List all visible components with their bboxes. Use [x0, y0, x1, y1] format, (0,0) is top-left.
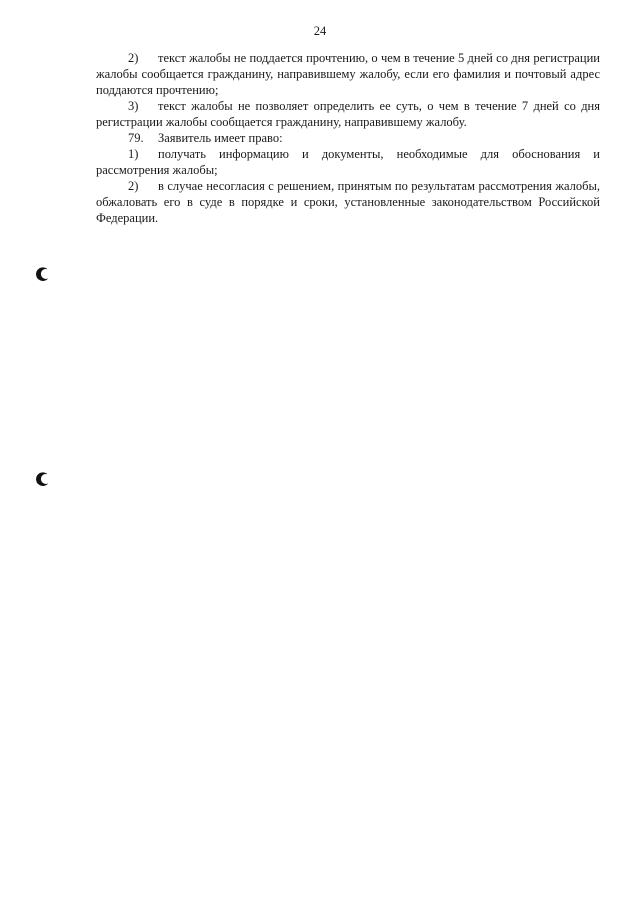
list-item-2-unreadable [96, 50, 600, 98]
list-item-number: 2) [128, 51, 139, 65]
document-body [96, 50, 600, 226]
list-item-text: получать информацию и документы, необходимые для обоснования и рассмотрения жалобы; [96, 147, 600, 177]
list-item-text: текст жалобы не поддается прочтению, о чем в течение 5 дней со дня регистрации жалобы сообщается гражданину, направившему жалобу, если его фамилия и почтовый адрес поддаются прочтению; [96, 51, 600, 97]
clause-text: Заявитель имеет право: [158, 131, 283, 145]
list-item-number: 3) [128, 99, 139, 113]
list-item-number: 1) [128, 147, 139, 161]
list-item-number: 2) [128, 179, 139, 193]
page-number: 24 [313, 24, 327, 38]
punch-hole-icon [34, 470, 52, 488]
list-item-2-appeal [96, 178, 600, 226]
punch-hole-icon [34, 265, 52, 283]
list-item-1-receive-info [96, 146, 600, 178]
list-item-text: текст жалобы не позволяет определить ее суть, о чем в течение 7 дней со дня регистрации жалобы сообщается гражданину, направившему жалобу. [96, 99, 600, 129]
list-item-text: в случае несогласия с решением, принятым по результатам рассмотрения жалобы, обжаловать его в суде в порядке и сроки, установленные законодательством Российской Федерации. [96, 179, 600, 225]
clause-number: 79. [128, 131, 144, 145]
list-item-3-unclear [96, 98, 600, 130]
clause-79 [96, 130, 600, 146]
